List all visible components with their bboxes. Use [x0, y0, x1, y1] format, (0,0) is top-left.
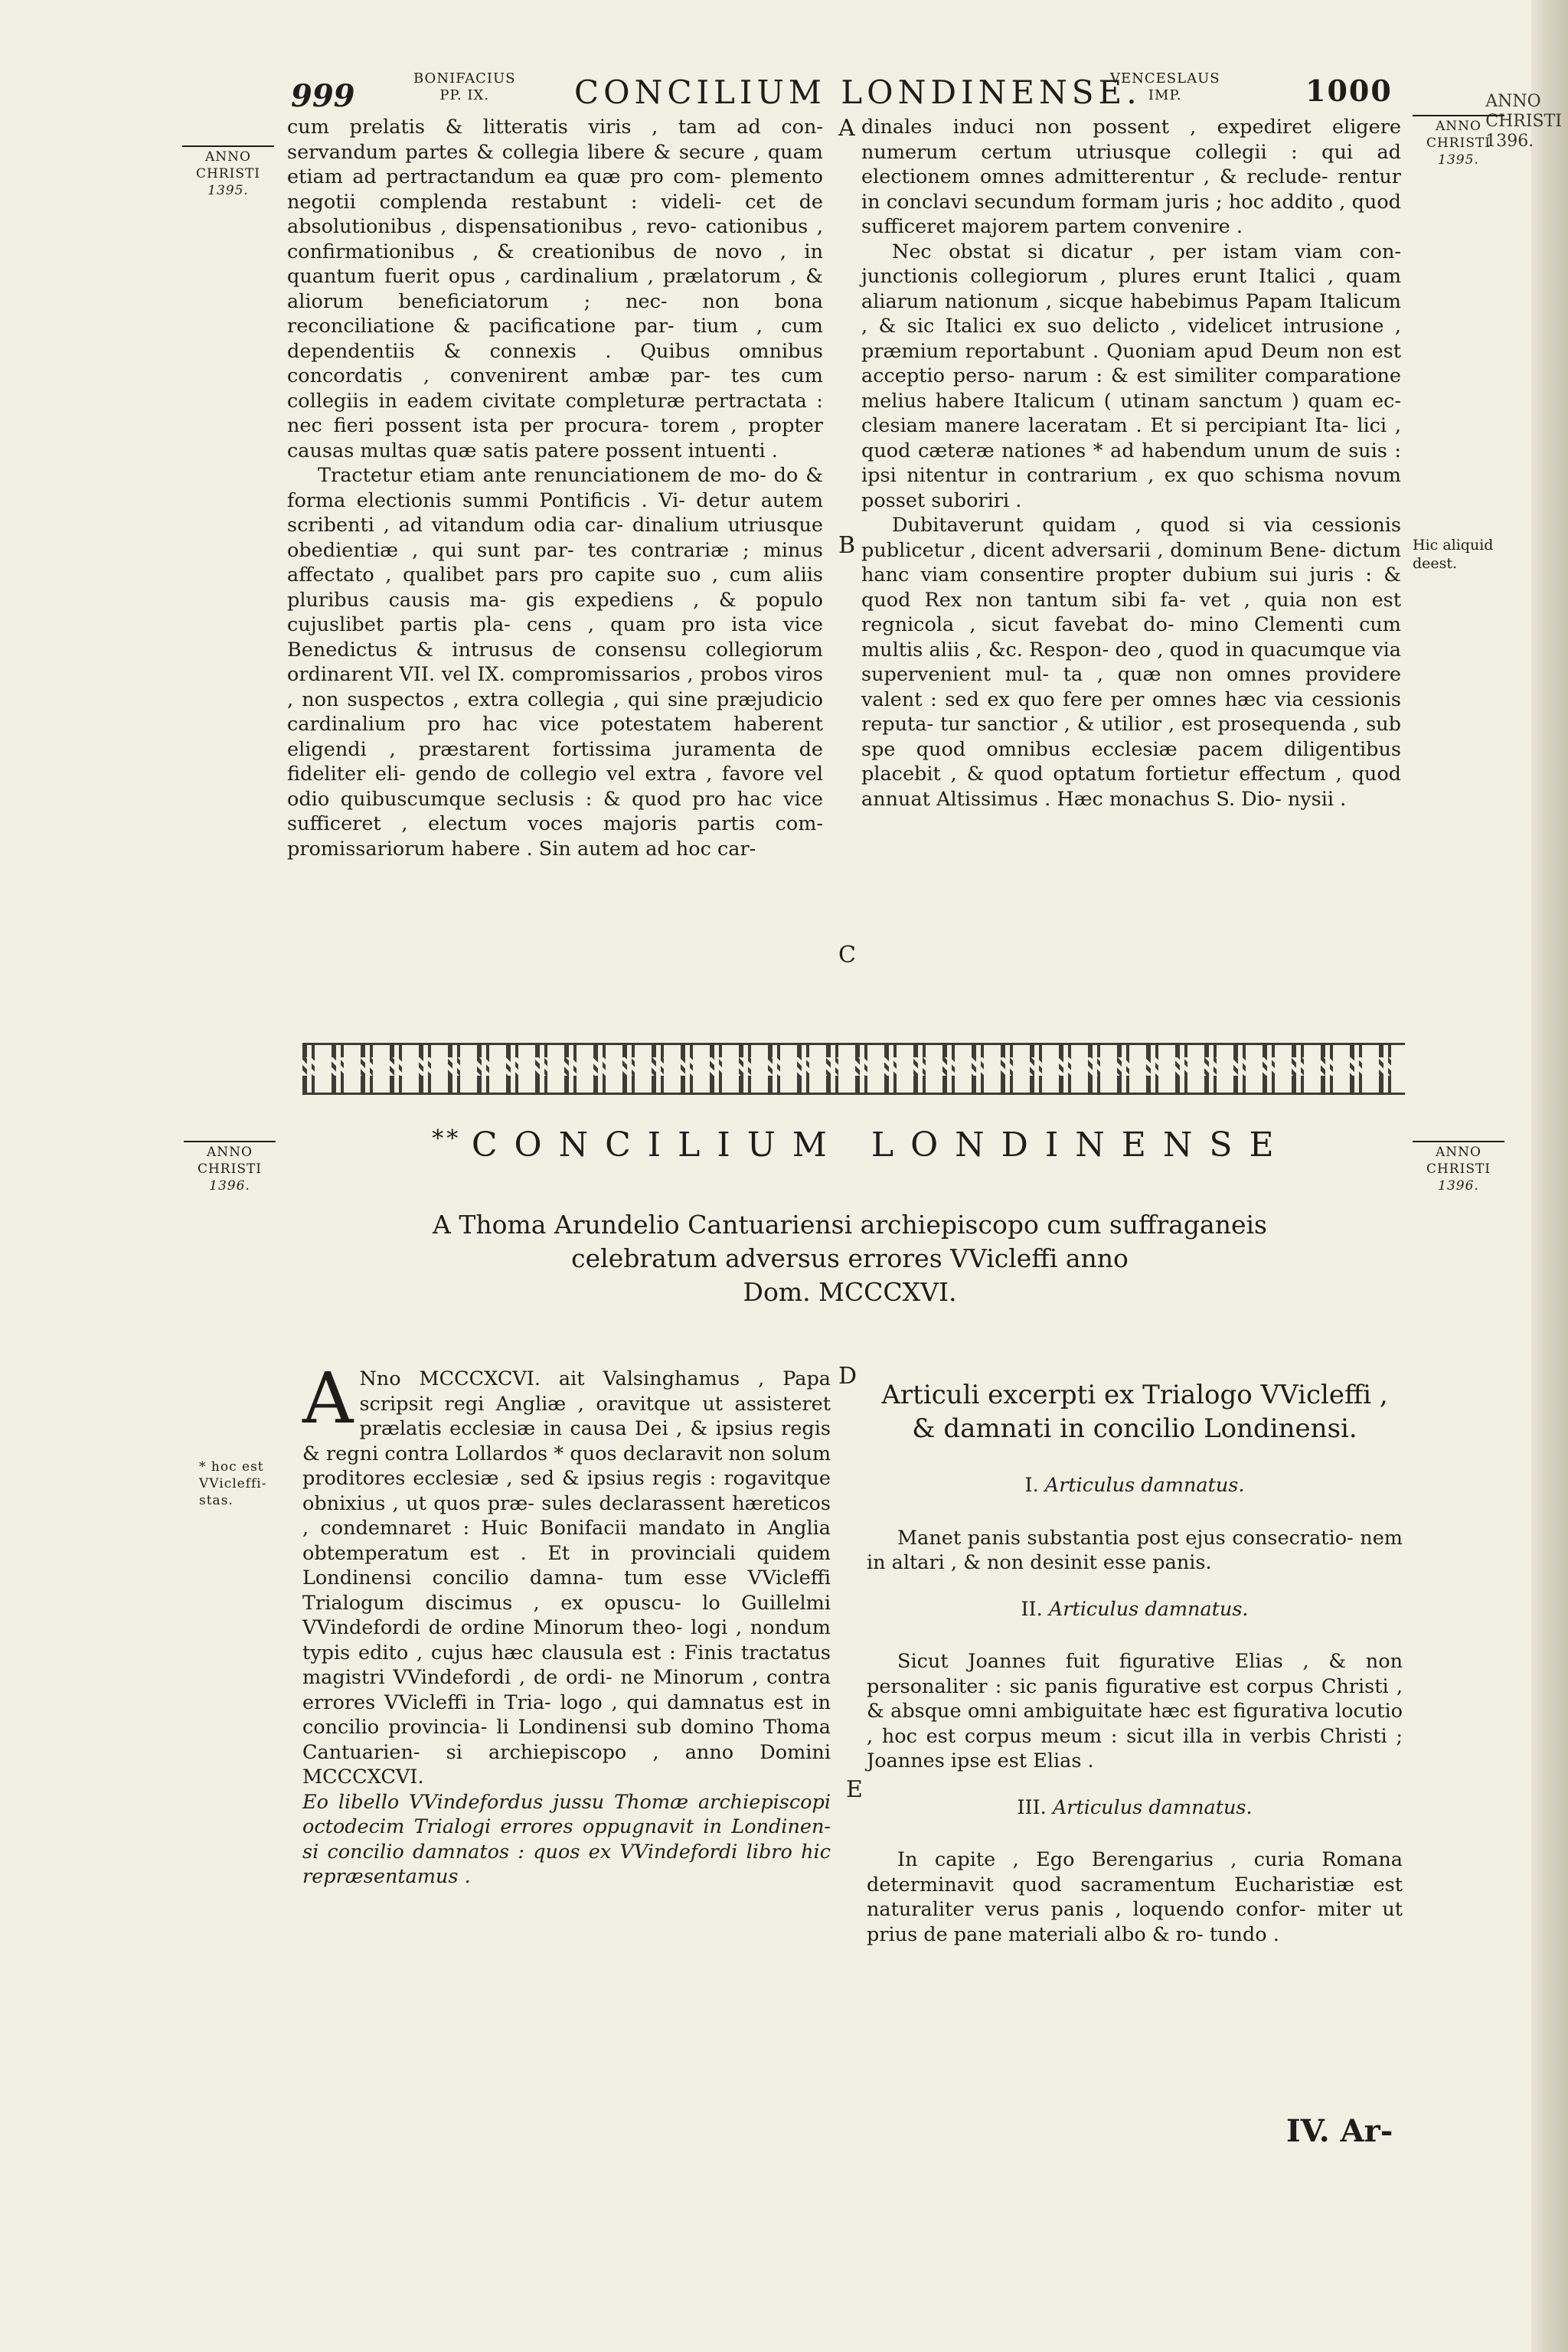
edge-line: 1396. — [1485, 132, 1534, 151]
ornament-pattern — [302, 1057, 1405, 1076]
note-line: * hoc est — [199, 1459, 264, 1475]
catchword: IV. Ar- — [1286, 2113, 1393, 2149]
year-note-council-left — [184, 1141, 276, 1194]
section-mark-c: C — [838, 942, 856, 969]
paragraph: cum prelatis & litteratis viris , tam ad con- servandum partes & collegia libere & secure , quam etiam ad pertractandum ea quæ pro com- plemento negotii complenda restabunt : videli- cet de absolutionibus , dispensationibus , revo- cationibus , confirmationibus , & creationibus de novo , in quantum fuerit opus , cardinalium , prælatorum , & aliorum beneficiatorum ; nec- non bona reconciliatione & pacificatione par- tium , cum dependentiis & connexis . Quibus omnibus concordatis , convenirent ambæ par- tes cum collegiis in eadem civitate completuræ pertractata : nec fieri possent ista per procura- torem , propter causas multas quæ satis patere possent intuenti . — [287, 116, 823, 462]
note-line: ANNO — [205, 149, 251, 165]
article-label: Articulus damnatus. — [1044, 1474, 1245, 1497]
edge-line: CHRISTI — [1485, 112, 1562, 131]
next-page-edge — [1485, 0, 1568, 2352]
subtitle-line: celebratum adversus errores VVicleffi anno — [571, 1243, 1129, 1273]
article-label: Articulus damnatus. — [1048, 1597, 1249, 1621]
note-line: stas. — [199, 1493, 234, 1508]
note-line: VVicleffi- — [199, 1476, 267, 1491]
drop-cap: A — [302, 1357, 354, 1439]
edge-line: ANNO — [1485, 92, 1541, 111]
pope-line: PP. IX. — [439, 87, 490, 103]
footnote-marker-note — [199, 1459, 266, 1509]
note-line: 1396. — [209, 1178, 250, 1194]
pope-line: BONIFACIUS — [413, 70, 516, 87]
note-line: Hic aliquid — [1413, 537, 1494, 554]
note-line: 1395. — [207, 183, 249, 198]
article-number: II. — [1021, 1597, 1043, 1621]
paragraph: Tractetur etiam ante renunciationem de mo- do & forma electionis summi Pontificis . Vi- detur autem scribenti , ad vitandum odia car- dinalium utriusque obedientiæ , qui sunt par- tes contrariæ ; minus affectato , qualibet pars pro capite suo , cum aliis pluribus causis ma- gis expediens , & populo cujuslibet partis pla- cens , quam pro ista vice Benedictus & intrusus de consensu collegiorum ordinarent VII. vel IX. compromissarios , probos viros , non suspectos , extra collegia , qui sine præjudicio cardinalium pro hac vice potestatem haberent eligendi , præstarent fortissima juramenta de fideliter eli- gendo de collegio vel extra , favore vel odio quibuscumque seclusis : & quod pro hac vice sufficeret , electum voces majoris partis com- promissariorum habere . Sin autem ad hoc car- — [287, 464, 823, 861]
section-mark-b: B — [838, 532, 856, 559]
paragraph: Nec obstat si dicatur , per istam viam con- junctionis collegiorum , plures erunt Italici , quam aliarum nationum , sicque habebimus Papam Italicum , & sic Italici ex suo delicto , videlicet intrusione , præmium reportabunt . Quoniam apud Deum non est acceptio perso- narum : & est similiter comparatione melius habere Italicum ( utinam sanctum ) quam ec- clesiam manere laceratam . Et si percipiant Ita- lici , quod cæteræ nationes * ad habendum unum de suis : ipsi nitentur in contrarium , ex quo schisma novum posset suboriri . — [861, 240, 1401, 512]
subtitle-line: A Thoma Arundelio Cantuariensi archiepiscopo cum suffraganeis — [433, 1210, 1267, 1240]
page-number-left: 999 — [291, 78, 355, 114]
section-mark-e: E — [846, 1776, 863, 1803]
note-line: ANNO — [1436, 1145, 1481, 1160]
page-number-right: 1000 — [1305, 74, 1393, 108]
article-heading — [867, 1795, 1403, 1821]
paragraph: Dubitaverunt quidam , quod si via cessionis publicetur , dicent adversarii , dominum Bene- dictum hanc viam consentire propter dubium sui juris : & quod Rex non tantum sibi fa- vet , quia non est regnicola , sicut favebat do- mino Clementi cum multis aliis , &c. Respon- deo , quod in quacumque via supervenient mul- ta , quæ non omnes providere valent : sed ex quo fere per omnes hæc via cessionis reputa- tur sanctior , & utilior , est prosequenda , sub spe quod omnibus ecclesiæ pacem diligentibus placebit , & quod optatum fortietur effectum , quod annuat Altissimus . Hæc monachus S. Dio- nysii . — [861, 514, 1401, 811]
article-label: Articulus damnatus. — [1052, 1795, 1253, 1819]
divider — [1413, 115, 1504, 116]
lower-left-column — [302, 1357, 831, 1890]
note-line: CHRISTI — [195, 166, 261, 181]
year-note-council-right — [1413, 1141, 1504, 1194]
note-line: 1395. — [1438, 152, 1479, 168]
pope-name — [413, 70, 516, 104]
divider — [182, 145, 274, 147]
article-heading — [867, 1473, 1403, 1498]
article-number: I. — [1024, 1474, 1039, 1497]
heading-asterisks: ** — [432, 1125, 472, 1152]
note-line: ANNO — [207, 1145, 253, 1160]
emperor-name — [1110, 70, 1220, 104]
council-title-text: CONCILIUM LONDINENSE — [471, 1125, 1291, 1165]
divider — [1413, 1141, 1504, 1142]
year-note-top-right — [1413, 115, 1504, 168]
upper-left-column — [287, 115, 823, 861]
council-subtitle — [429, 1208, 1271, 1309]
section-mark-d: D — [838, 1363, 858, 1390]
note-line: 1396. — [1438, 1178, 1479, 1194]
article-number: III. — [1017, 1795, 1047, 1819]
note-line: CHRISTI — [197, 1161, 263, 1177]
paragraph: dinales induci non possent , expediret eligere numerum certum utriusque collegii : qui ad electionem omnes admitterentur , & reclude- rentur in conclavi secundum formam juris ; hoc addito , quod sufficeret majorem partem convenire . — [861, 116, 1401, 238]
ornamental-band — [302, 1043, 1405, 1095]
intro-text: Nno MCCCXCVI. ait Valsinghamus , Papa scripsit regi Angliæ , oravitque ut assisteret prælatis ecclesiæ in causa Dei , & ipsius regis & regni contra Lollardos * quos declaravit non solum proditores ecclesiæ , sed & ipsius regis : rogavitque obnixius , ut quos præ- sules declarassent hæreticos , condemnaret : Huic Bonifacii mandato in Anglia obtemperatum est . Et in provinciali quidem Londinensi concilio damna- tum esse VVicleffi Trialogum discimus , ex opuscu- lo Guillelmi VVindefordi de ordine Minorum theo- logi , nondum typis edito , cujus hæc clausula est : Finis tractatus magistri VVindefordi , de ordi- ne Minorum , contra errores VVicleffi in Tria- logo , qui damnatus est in concilio provincia- li Londinensi sub domino Thoma Cantuarien- si archiepiscopo , anno Domini MCCCXCVI. — [302, 1367, 831, 1788]
emperor-line: IMP. — [1148, 87, 1182, 103]
article-text: Sicut Joannes fuit figurative Elias , & non personaliter : sic panis figurative est corpus Christi , & absque omni ambiguitate hæc est figurativa locutio , hoc est corpus meum : sicut illa in verbis Christi ; Joannes ipse est Elias . — [867, 1650, 1403, 1772]
intro-paragraph — [302, 1357, 831, 1790]
council-heading — [322, 1125, 1401, 1165]
article-text: Manet panis substantia post ejus consecratio- nem in altari , & non desinit esse panis. — [867, 1526, 1403, 1574]
article-heading — [867, 1597, 1403, 1622]
divider — [184, 1141, 276, 1142]
year-note-top-left — [182, 145, 274, 199]
lower-right-column — [867, 1378, 1403, 1968]
articles-heading: Articuli excerpti ex Trialogo VVicleffi , & damnati in concilio Londinensi. — [881, 1380, 1388, 1444]
note-line: ANNO — [1436, 119, 1481, 134]
running-title: CONCILIUM LONDINENSE. — [574, 74, 1142, 111]
subtitle-line: Dom. MCCCXVI. — [743, 1277, 957, 1307]
note-line: CHRISTI — [1426, 1161, 1491, 1177]
emperor-line: VENCESLAUS — [1110, 70, 1220, 87]
upper-right-column — [861, 115, 1401, 812]
italic-closing: Eo libello VVindefordus jussu Thomæ archiepiscopi octodecim Trialogi errores oppugnavit in Londinen- si concilio damnatos : quos ex VVindefordi libro hic repræsentamus . — [302, 1790, 831, 1888]
article-text: In capite , Ego Berengarius , curia Romana determinavit quod sacramentum Eucharistiæ est naturaliter verus panis , loquendo confor- miter ut prius de pane materiali albo & ro- tundo . — [867, 1848, 1403, 1946]
note-line: CHRISTI — [1426, 136, 1491, 151]
section-mark-a: A — [838, 115, 855, 142]
note-line: deest. — [1413, 555, 1458, 572]
lacuna-note — [1413, 536, 1493, 573]
